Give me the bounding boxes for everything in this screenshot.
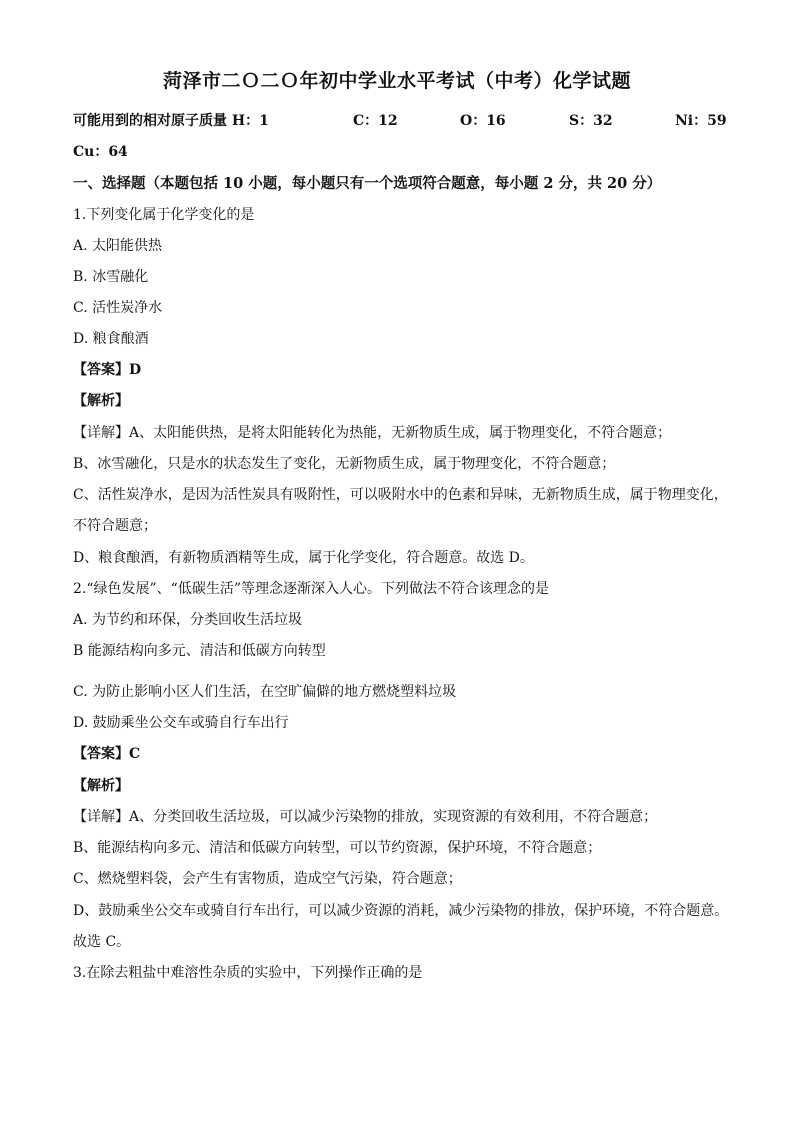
question-1-option-b: B. 冰雪融化: [73, 269, 149, 285]
atomic-mass-ni: Ni：59: [675, 113, 727, 129]
question-1-option-c: C. 活性炭净水: [73, 300, 163, 316]
atomic-mass-o: O：16: [460, 113, 506, 129]
question-2-answer: 【答案】C: [73, 746, 141, 762]
question-1-detail: D、粮食酿酒，有新物质酒精等生成，属于化学变化，符合题意。故选 D。: [73, 550, 534, 566]
question-1-detail: C、活性炭净水，是因为活性炭具有吸附性，可以吸附水中的色素和异味，无新物质生成，属于物理变化，: [73, 487, 728, 503]
question-2-analysis: 【解析】: [73, 778, 129, 794]
question-2-detail: C、燃烧塑料袋，会产生有害物质，造成空气污染，符合题意；: [73, 871, 462, 887]
question-2-option-c: C. 为防止影响小区人们生活，在空旷偏僻的地方燃烧塑料垃圾: [73, 684, 457, 700]
section-heading: 一、选择题（本题包括 10 小题，每小题只有一个选项符合题意，每小题 2 分，共 20 分）: [73, 175, 662, 192]
atomic-mass-cu: Cu：64: [73, 144, 128, 160]
atomic-mass-h: 可能用到的相对原子质量 H：1: [73, 113, 269, 129]
question-1-analysis: 【解析】: [73, 393, 129, 409]
atomic-mass-s: S：32: [569, 113, 613, 129]
question-2-option-b: B 能源结构向多元、清洁和低碳方向转型: [73, 643, 326, 659]
question-2-option-d: D. 鼓励乘坐公交车或骑自行车出行: [73, 715, 289, 731]
question-1-detail: 不符合题意；: [73, 518, 157, 534]
question-1-option-d: D. 粮食酿酒: [73, 331, 149, 347]
question-1-stem: 1.下列变化属于化学变化的是: [73, 207, 255, 223]
question-2-option-a: A. 为节约和环保，分类回收生活垃圾: [73, 612, 303, 628]
question-2-detail: B、能源结构向多元、清洁和低碳方向转型，可以节约资源，保护环境，不符合题意；: [73, 840, 602, 856]
atomic-mass-row: [73, 110, 727, 130]
atomic-mass-c: C：12: [353, 113, 398, 129]
question-2-detail: 【详解】A、分类回收生活垃圾，可以减少污染物的排放，实现资源的有效利用，不符合题意；: [73, 809, 658, 825]
question-1-detail: B、冰雪融化，只是水的状态发生了变化，无新物质生成，属于物理变化，不符合题意；: [73, 456, 616, 472]
question-1-option-a: A. 太阳能供热: [73, 238, 163, 254]
question-2-stem: 2.“绿色发展”、“低碳生活”等理念逐渐深入人心。下列做法不符合该理念的是: [73, 581, 549, 597]
exam-title: 菏泽市二Ｏ二Ｏ年初中学业水平考试（中考）化学试题: [162, 70, 631, 92]
question-1-answer: 【答案】D: [73, 362, 142, 378]
question-2-detail: D、鼓励乘坐公交车或骑自行车出行，可以减少资源的消耗，减少污染物的排放，保护环境，不符合题意。: [73, 903, 729, 919]
question-2-detail: 故选 C。: [73, 934, 131, 950]
question-1-detail: 【详解】A、太阳能供热，是将太阳能转化为热能，无新物质生成，属于物理变化，不符合题意；: [73, 425, 672, 441]
question-3-stem: 3.在除去粗盐中难溶性杂质的实验中，下列操作正确的是: [73, 965, 423, 981]
